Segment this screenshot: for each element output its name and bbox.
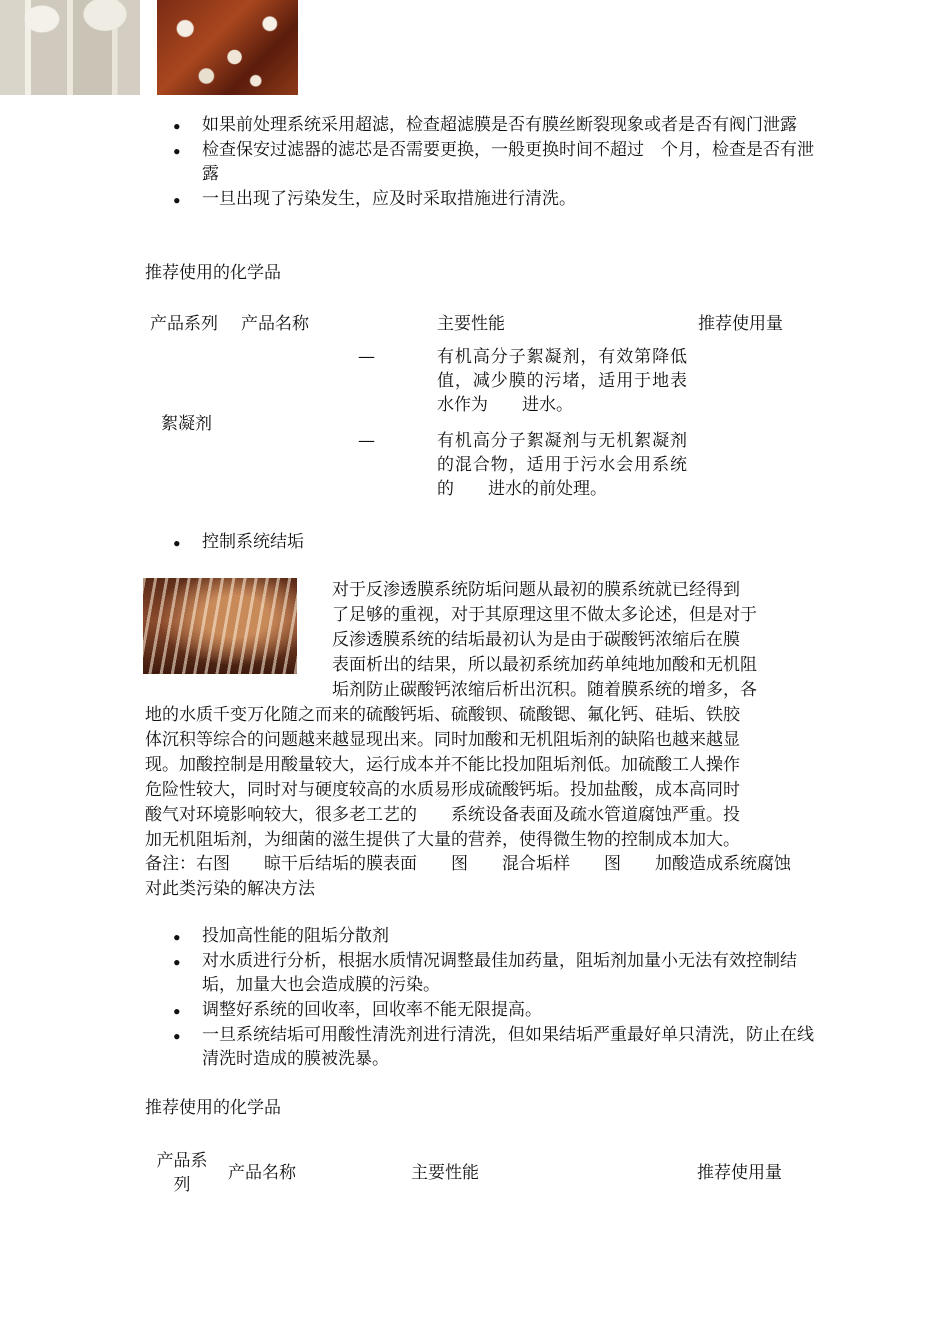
- paragraph-line: 垢剂防止碳酸钙浓缩后析出沉积。随着膜系统的增多，各: [332, 680, 757, 700]
- subheading-solutions: 对此类污染的解决方法: [145, 879, 315, 899]
- fouled-membrane-surface-photo: [157, 0, 298, 95]
- paragraph-line: 表面析出的结果，所以最初系统加药单纯地加酸和无机阻: [332, 655, 757, 675]
- list-item: • 一旦出现了污染发生，应及时采取措施进行清洗。: [202, 187, 814, 211]
- figure-note: 备注：右图 晾干后结垢的膜表面 图 混合垢样 图 加酸造成系统腐蚀: [145, 854, 791, 874]
- table-header-name: 产品名称: [228, 1163, 296, 1183]
- paragraph-line: 现。加酸控制是用酸量较大，运行成本并不能比投加阻垢剂低。加硫酸工人操作: [145, 755, 740, 775]
- table-cell-name: —: [358, 347, 375, 367]
- paragraph-line: 危险性较大，同时对与硬度较高的水质易形成硫酸钙垢。投加盐酸，成本高同时: [145, 780, 740, 800]
- scaling-control-heading-list: [202, 530, 402, 554]
- list-item: • 控制系统结垢: [202, 530, 402, 554]
- paragraph-line: 地的水质千变万化随之而来的硫酸钙垢、硫酸钡、硫酸锶、氟化钙、硅垢、铁胶: [145, 705, 740, 725]
- scaling-solutions-list: [202, 924, 814, 1072]
- table-header-dosage: 推荐使用量: [697, 1163, 782, 1183]
- table-cell-name: —: [358, 431, 375, 451]
- paragraph-line: 酸气对环境影响较大，很多老工艺的 系统设备表面及疏水管道腐蚀严重。投: [145, 805, 740, 825]
- table-cell-performance: 有机高分子絮凝剂，有效第降低 值，减少膜的污堵，适用于地表水作为 进水。: [437, 347, 721, 415]
- table-cell-performance: 有机高分子絮凝剂与无机絮凝剂的混合物，适用于污水会用系统的 进水的前处理。: [437, 431, 687, 499]
- paragraph-line: 体沉积等综合的问题越来越显现出来。同时加酸和无机阻垢剂的缺陷也越来越显: [145, 730, 740, 750]
- table-header-performance: 主要性能: [437, 314, 505, 334]
- list-item: • 一旦系统结垢可用酸性清洗剂进行清洗，但如果结垢严重最好单只清洗，防止在线清洗时造成的膜被洗暴。: [202, 1023, 814, 1071]
- table-header-dosage: 推荐使用量: [698, 314, 783, 334]
- table-header-series: 产品系列: [156, 1151, 208, 1195]
- paragraph-line: 反渗透膜系统的结垢最初认为是由于碳酸钙浓缩后在膜: [332, 630, 740, 650]
- list-item: • 投加高性能的阻垢分散剂: [202, 924, 814, 948]
- section-heading: 推荐使用的化学品: [145, 1098, 281, 1118]
- table-header-performance: 主要性能: [411, 1163, 479, 1183]
- list-item: • 检查保安过滤器的滤芯是否需要更换，一般更换时间不超过 个月，检查是否有泄露: [202, 138, 814, 186]
- scaled-pipes-photo: [143, 578, 297, 674]
- paragraph-line: 了足够的重视，对于其原理这里不做太多论述，但是对于: [332, 605, 757, 625]
- table-cell-series: 絮凝剂: [161, 414, 212, 434]
- list-item: • 调整好系统的回收率，回收率不能无限提高。: [202, 998, 814, 1022]
- table-header-series: 产品系列: [150, 314, 218, 334]
- membrane-elements-photo: [0, 0, 140, 95]
- paragraph-line: 加无机阻垢剂，为细菌的滋生提供了大量的营养，使得微生物的控制成本加大。: [145, 830, 740, 850]
- section-heading: 推荐使用的化学品: [145, 263, 281, 283]
- list-item: • 如果前处理系统采用超滤，检查超滤膜是否有膜丝断裂现象或者是否有阀门泄露: [202, 113, 814, 137]
- table-header-name: 产品名称: [241, 314, 309, 334]
- paragraph-line: 对于反渗透膜系统防垢问题从最初的膜系统就已经得到: [332, 580, 740, 600]
- list-item: • 对水质进行分析，根据水质情况调整最佳加药量，阻垢剂加量小无法有效控制结垢，加量大也会造成膜的污染。: [202, 949, 814, 997]
- prevention-checklist: [202, 113, 814, 212]
